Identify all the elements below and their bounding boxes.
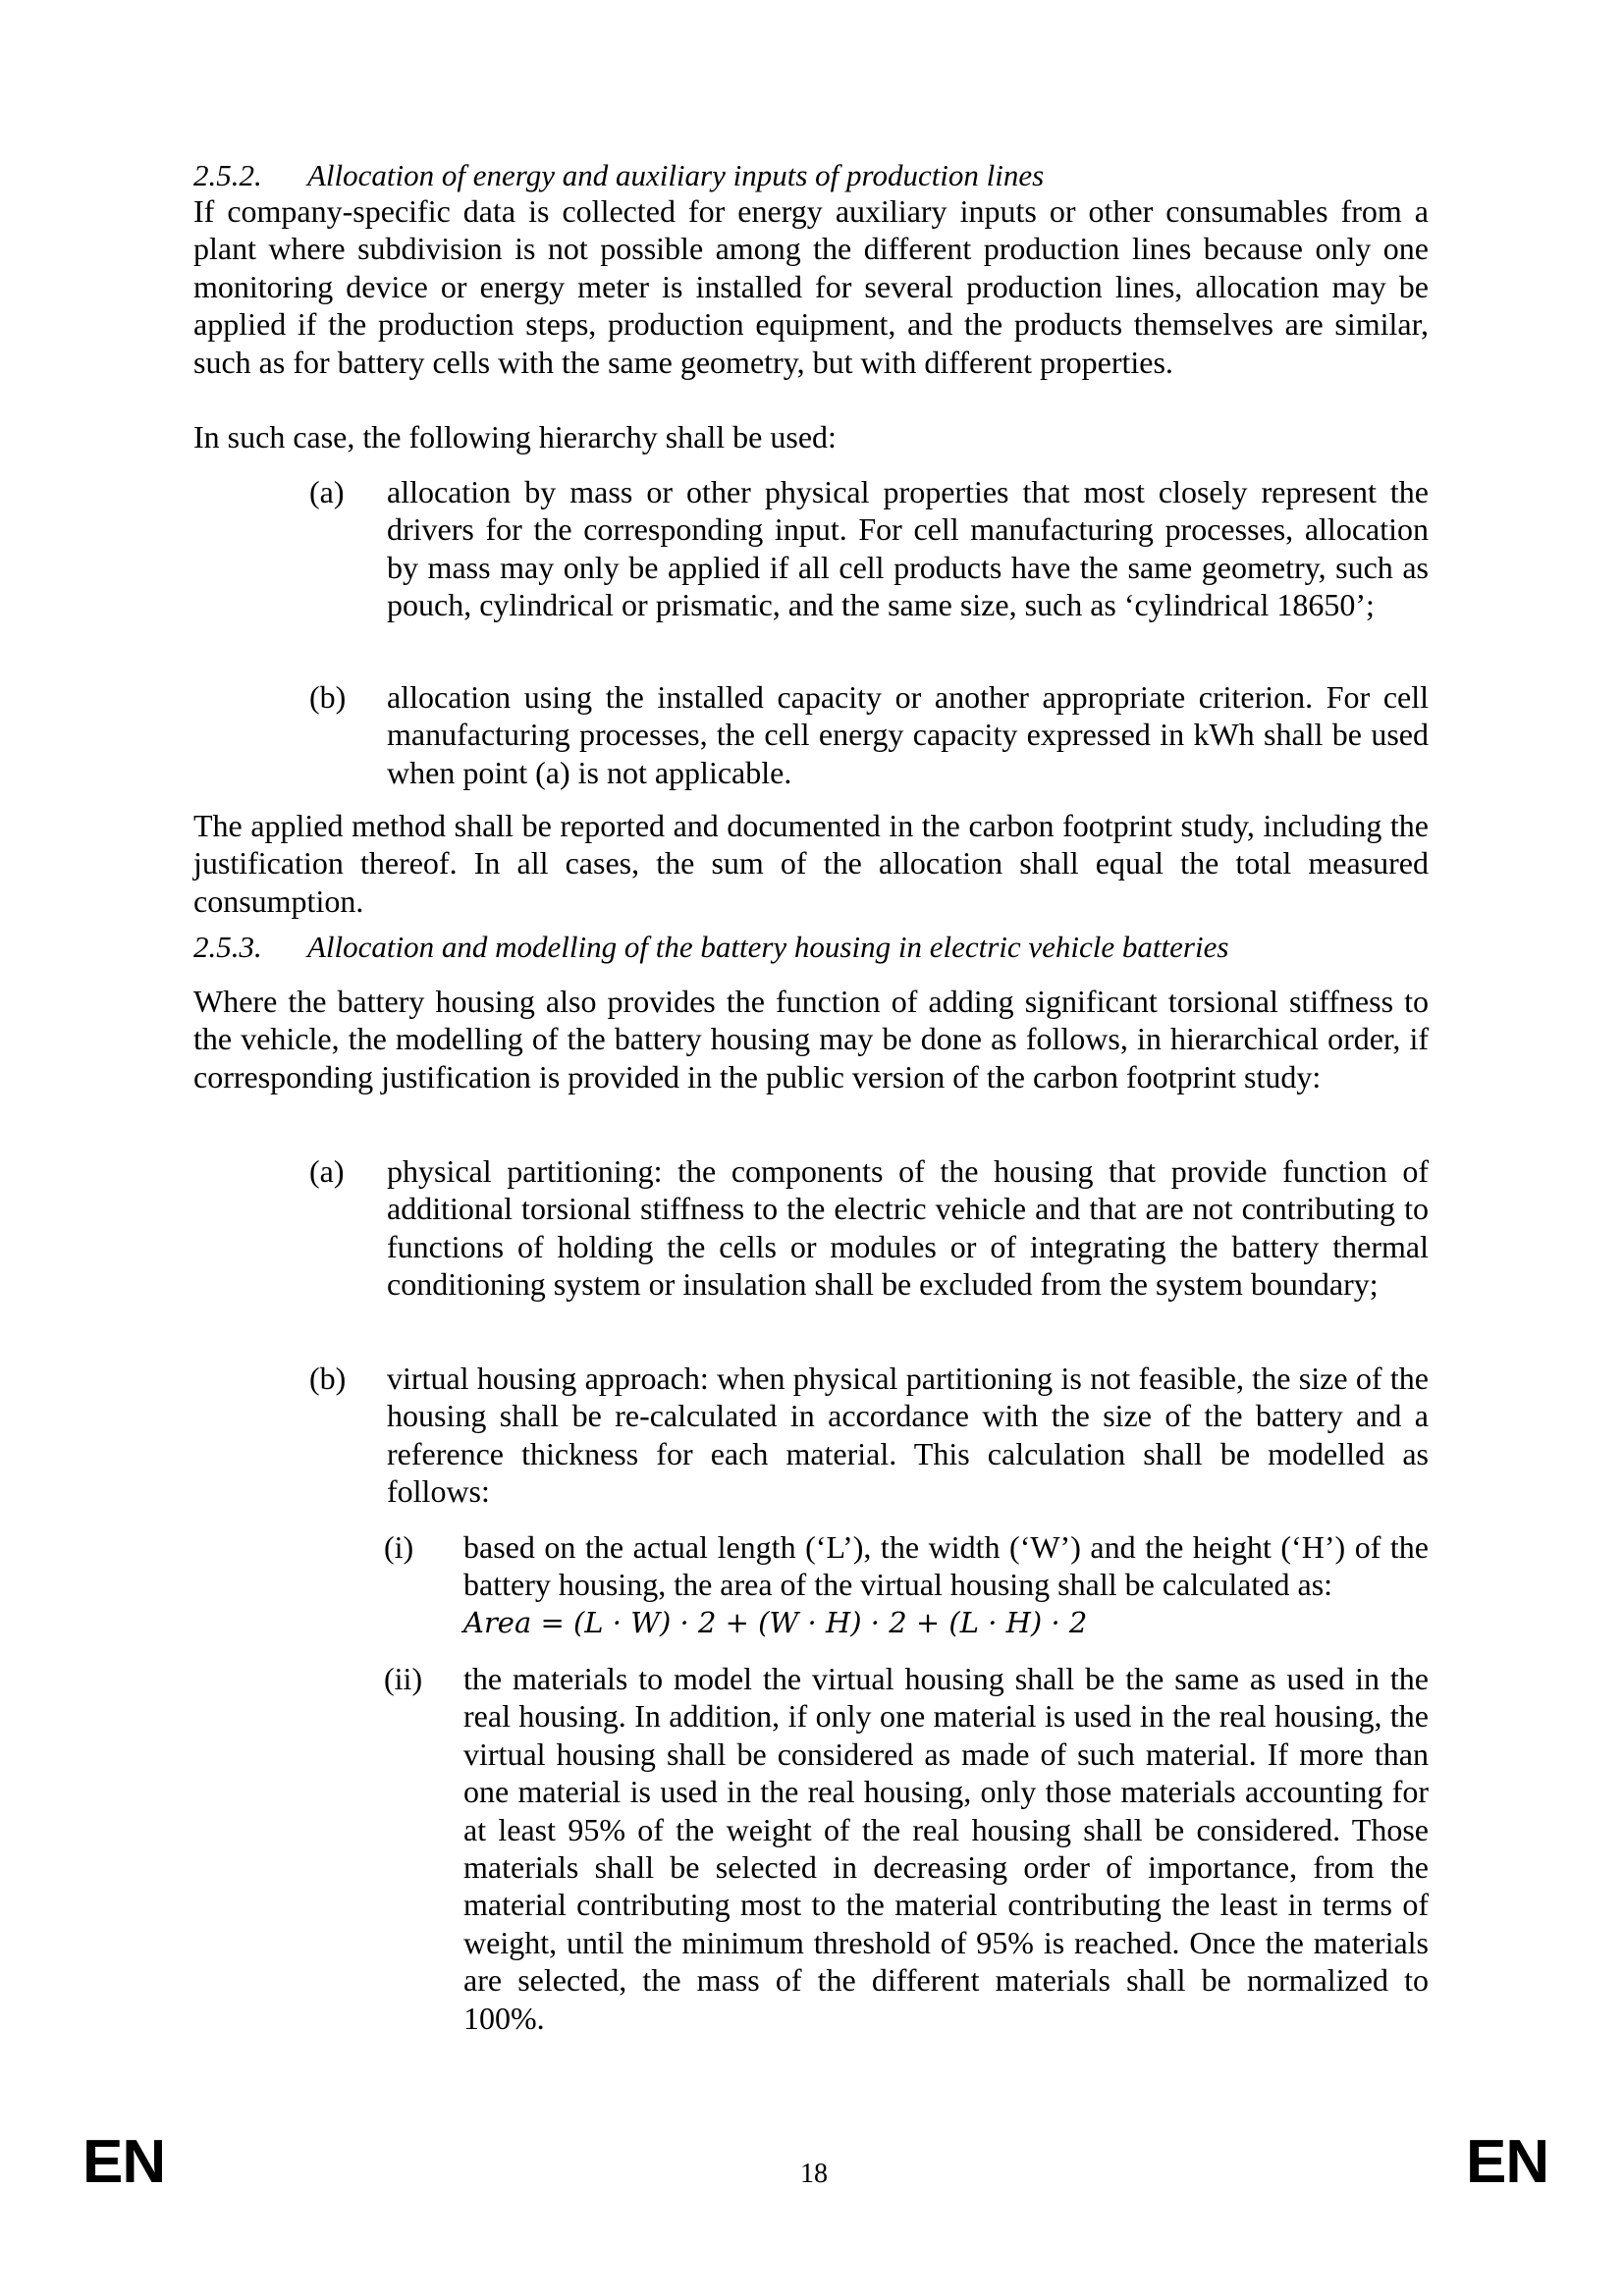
list-label: (b) — [309, 1361, 347, 1396]
paragraph-text: The applied method shall be reported and documented in the carbon footprint study, including the justification thereof. In all cases, the sum of the allocation shall equal the total measured consumption. — [193, 808, 1429, 919]
list-text: allocation by mass or other physical properties that most closely represent the drivers for the corresponding input. For cell manufacturing processes, allocation by mass may only be applied if all cell products have the same geometry, such as pouch, cylindrical or prismatic, and the same size, such as ‘cylindrical 18650’; — [387, 474, 1429, 623]
paragraph-text: In such case, the following hierarchy shall be used: — [193, 419, 837, 454]
section-title: Allocation of energy and auxiliary inputs of production lines — [307, 158, 1045, 192]
section-number: 2.5.2. — [193, 158, 262, 192]
paragraph-lead — [193, 418, 1429, 455]
list-text: allocation using the installed capacity or another appropriate criterion. For cell manufacturing processes, the cell energy capacity expressed in kWh shall be used when point (a) is not applicable. — [387, 679, 1429, 790]
area-formula: Area = (L · W) · 2 + (W · H) · 2 + (L · H) · 2 — [463, 1606, 1088, 1639]
page-number: 18 — [800, 2159, 828, 2189]
language-mark-right: EN — [1466, 2128, 1549, 2196]
list-text: virtual housing approach: when physical partitioning is not feasible, the size of the housing shall be re-calculated in accordance with the size of the battery and a reference thickness for each material. This calculation shall be modelled as follows: — [387, 1361, 1429, 1510]
sub-list-text: based on the actual length (‘L’), the width (‘W’) and the height (‘H’) of the battery housing, the area of the virtual housing shall be calculated as: — [463, 1529, 1429, 1603]
paragraph-intro-2-5-3 — [193, 983, 1429, 1095]
list-label: (a) — [309, 1153, 345, 1189]
section-number: 2.5.3. — [193, 930, 262, 964]
list-label: (b) — [309, 679, 347, 715]
sub-list-label: (i) — [384, 1529, 414, 1565]
paragraph-intro-2-5-2 — [193, 192, 1429, 381]
paragraph-text: If company-specific data is collected for energy auxiliary inputs or other consumables from a plant where subdivision is not possible among the different production lines because only one monitoring device or energy meter is installed for several production lines, allocation may be applied if the production steps, production equipment, and the products themselves are similar, such as for battery cells with the same geometry, but with different properties. — [193, 193, 1429, 380]
language-mark-left: EN — [82, 2128, 166, 2196]
list-text: physical partitioning: the components of the housing that provide function of additional torsional stiffness to the electric vehicle and that are not contributing to functions of holding the cells or modules or of integrating the battery thermal conditioning system or insulation shall be excluded from the system boundary; — [387, 1153, 1429, 1303]
paragraph-closing-2-5-2 — [193, 807, 1429, 920]
section-title: Allocation and modelling of the battery housing in electric vehicle batteries — [307, 930, 1229, 964]
sub-list-text: the materials to model the virtual housing shall be the same as used in the real housing. In addition, if only one material is used in the real housing, the virtual housing shall be considered as made of such material. If more than one material is used in the real housing, only those materials accounting for at least 95% of the weight of the real housing shall be considered. Those materials shall be selected in decreasing order of importance, from the material contributing most to the material contributing the least in terms of weight, until the minimum threshold of 95% is reached. Once the materials are selected, the mass of the different materials shall be normalized to 100%. — [463, 1661, 1429, 2036]
paragraph-text: Where the battery housing also provides the function of adding significant torsional stiffness to the vehicle, the modelling of the battery housing may be done as follows, in hierarchical order, if corresponding justification is provided in the public version of the carbon footprint study: — [193, 984, 1429, 1095]
sub-list-label: (ii) — [384, 1661, 423, 1696]
list-label: (a) — [309, 474, 345, 509]
